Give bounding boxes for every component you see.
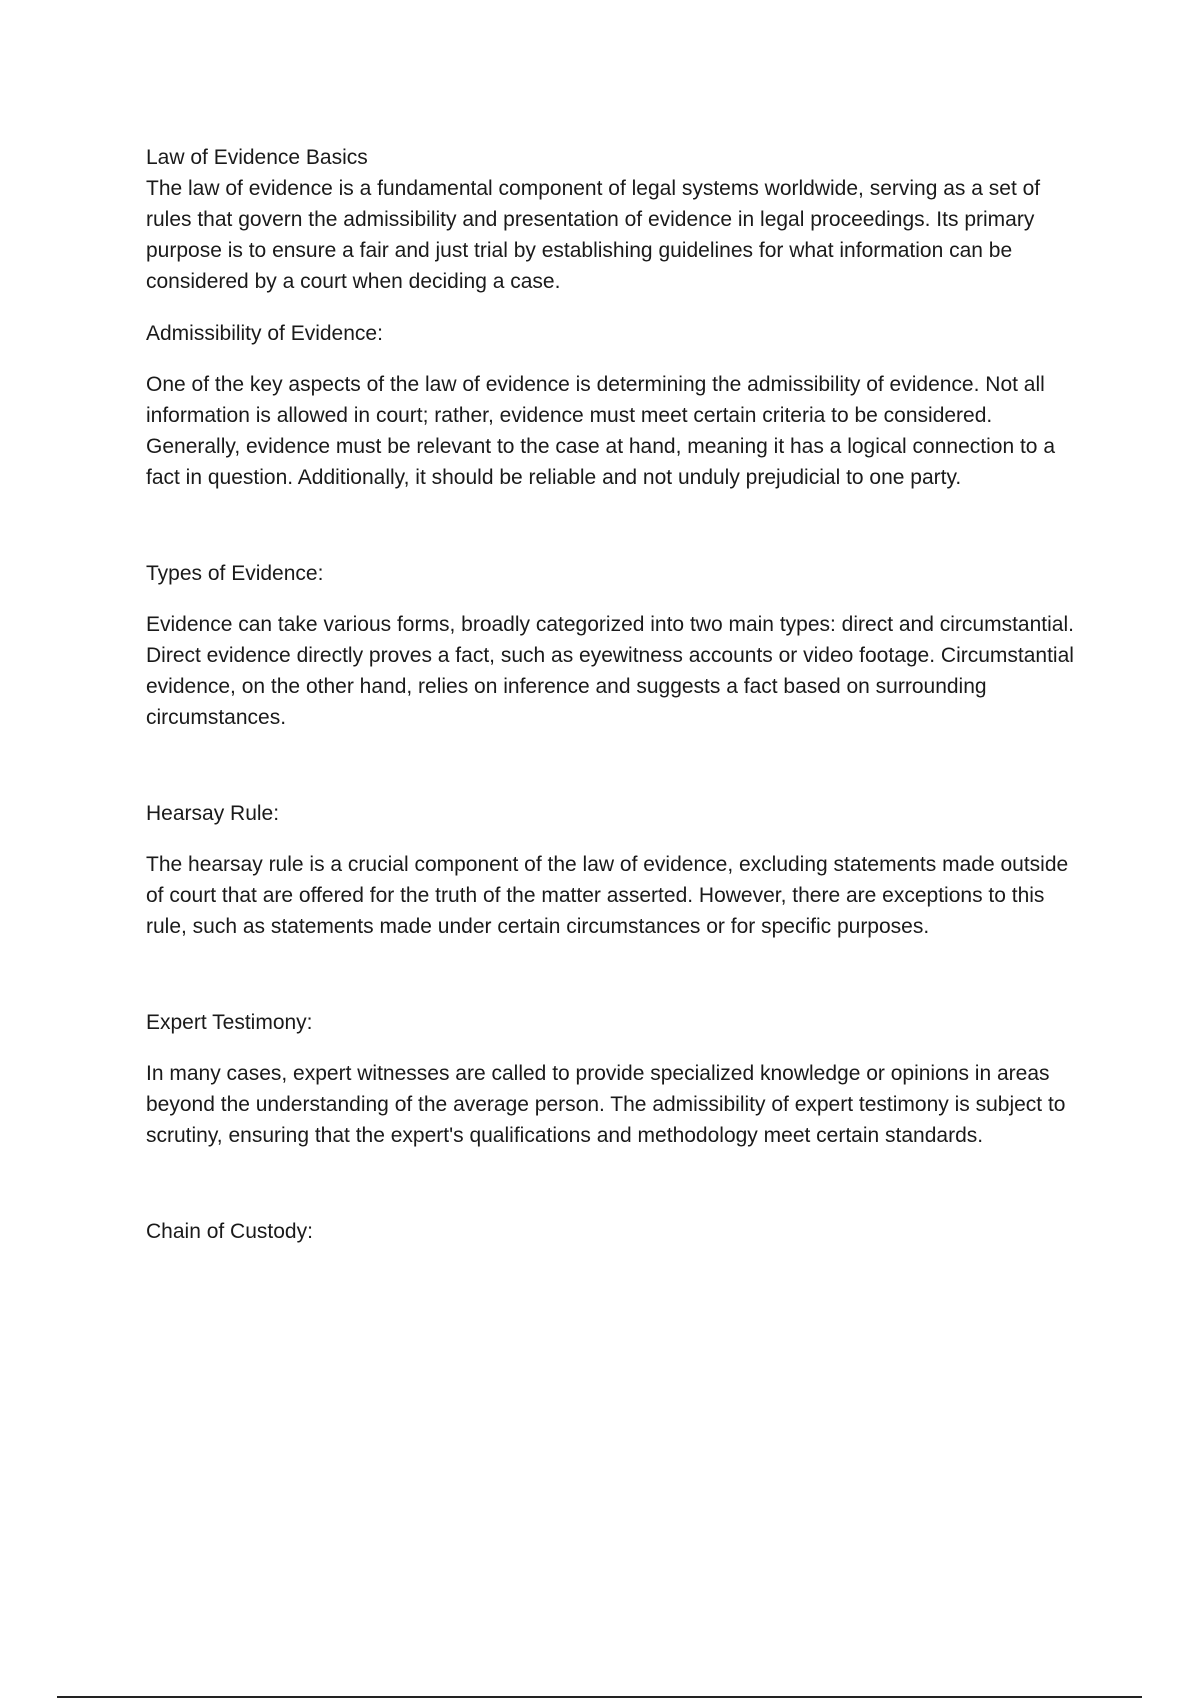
section-expert-testimony — [146, 1008, 1086, 1151]
section-admissibility — [146, 319, 1086, 493]
section-heading: Admissibility of Evidence: — [146, 322, 383, 345]
section-heading: Chain of Custody: — [146, 1220, 313, 1243]
section-body: One of the key aspects of the law of evidence is determining the admissibility of evidence. Not all information is allowed in court; rather, evidence must meet certain criteria to be considered. Generally, evidence must be relevant to the case at hand, meaning it has a logical connection to a fact in question. Additionally, it should be reliable and not unduly prejudicial to one party. — [146, 373, 1055, 489]
section-body: In many cases, expert witnesses are called to provide specialized knowledge or opinions in areas beyond the understanding of the average person. The admissibility of expert testimony is subject to scrutiny, ensuring that the expert's qualifications and methodology meet certain standards. — [146, 1062, 1066, 1147]
intro-paragraph: The law of evidence is a fundamental component of legal systems worldwide, serving as a set of rules that govern the admissibility and presentation of evidence in legal proceedings. Its primary purpose is to ensure a fair and just trial by establishing guidelines for what information can be considered by a court when deciding a case. — [146, 177, 1041, 293]
document-content — [146, 143, 1086, 1247]
page-bottom-divider — [57, 1696, 1142, 1698]
section-body: Evidence can take various forms, broadly categorized into two main types: direct and circumstantial. Direct evidence directly proves a fact, such as eyewitness accounts or video footage. Circumstantial evidence, on the other hand, relies on inference and suggests a fact based on surrounding circumstances. — [146, 613, 1074, 729]
section-body: The hearsay rule is a crucial component of the law of evidence, excluding statements made outside of court that are offered for the truth of the matter asserted. However, there are exceptions to this rule, such as statements made under certain circumstances or for specific purposes. — [146, 853, 1069, 938]
section-types — [146, 559, 1086, 733]
document-title: Law of Evidence Basics — [146, 146, 368, 169]
section-heading: Types of Evidence: — [146, 562, 324, 585]
section-heading: Expert Testimony: — [146, 1011, 313, 1034]
section-chain-of-custody — [146, 1217, 1086, 1247]
section-heading: Hearsay Rule: — [146, 802, 280, 825]
section-hearsay — [146, 799, 1086, 942]
